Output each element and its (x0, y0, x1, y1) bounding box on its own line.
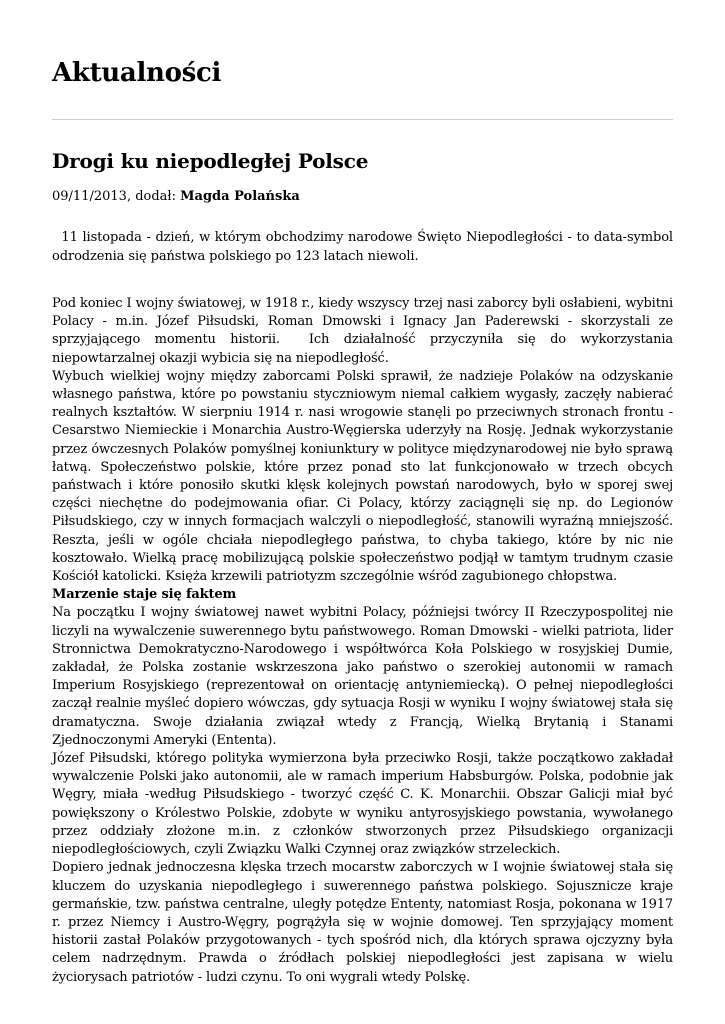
article-title: Drogi ku niepodległej Polsce (52, 149, 369, 173)
paragraph: Na początku I wojny światowej nawet wybitni Polacy, późniejsi twórcy II Rzeczypospolitej nie liczyli na wywalczenie suwerennego bytu państwowego. Roman Dmowski - wielki patriota, lider Stronnictwa Demokratyczno-Narodowego i współtwórca Koła Polskiego w rosyjskiej Dumie, zakładał, że Polska zostanie wskrzeszona jako państwo o szerokiej autonomii w ramach Imperium Rosyjskiego (reprezentował on orientację antyniemiecką). O pełnej niepodległości zaczął realnie myśleć dopiero wówczas, gdy sytuacja Rosji w wyniku I wojny światowej stała się dramatyczna. Swoje działania związał wtedy z Francją, Wielką Brytanią i Stanami Zjednoczonymi Ameryki (Ententa). (52, 605, 673, 748)
added-by-label: , dodał: (126, 189, 181, 204)
article-date: 09/11/2013 (52, 189, 127, 204)
article-meta (52, 187, 300, 207)
paragraph: Wybuch wielkiej wojny między zaborcami Polski sprawił, że nadzieje Polaków na odzyskanie własnego państwa, które po powstaniu styczniowym niemal całkiem wygasły, zaczęły nabierać realnych kształtów. W sierpniu 1914 r. nasi wrogowie stanęli po przeciwnych stronach frontu - Cesarstwo Niemieckie i Monarchia Austro-Węgierska uderzyły na Rosję. Jednak wykorzystanie przez ówczesnych Polaków pomyślnej koniunktury w polityce międzynarodowej nie było sprawą łatwą. Społeczeństwo polskie, które przez ponad sto lat funkcjonowało w trzech obcych państwach i które ponosiło skutki klęsk kolejnych powstań narodowych, było w sporej swej części niechętne do podejmowania ofiar. Ci Polacy, którzy zaciągnęli się np. do Legionów Piłsudskiego, czy w innych formacjach walczyli o niepodległość, stanowili wyraźną mniejszość. Reszta, jeśli w ogóle chciała niepodległego państwa, to chyba takiego, które by nic nie kosztowało. Wielką pracę mobilizującą polskie społeczeństwo podjął w tamtym trudnym czasie Kościół katolicki. Księża krzewili patriotyzm szczególnie wśród zagubionego chłopstwa. (52, 368, 673, 585)
section-subheading: Marzenie staje się faktem (52, 587, 237, 603)
site-title: Aktualności (52, 58, 222, 88)
divider (52, 119, 673, 120)
article-author: Magda Polańska (180, 189, 300, 204)
article-body (52, 295, 673, 987)
article-lead: 11 listopada - dzień, w którym obchodzimy narodowe Święto Niepodległości - to data-symbol odrodzenia się państwa polskiego po 123 latach niewoli. (52, 230, 673, 264)
paragraph: Dopiero jednak jednoczesna klęska trzech mocarstw zaborczych w I wojnie światowej stała się kluczem do uzyskania niepodległego i suwerennego państwa polskiego. Sojusznicze kraje germańskie, tzw. państwa centralne, uległy potędze Ententy, natomiast Rosja, pokonana w 1917 r. przez Niemcy i Austro-Węgry, pogrążyła się w wojnie domowej. Ten sprzyjający moment historii zastał Polaków przygotowanych - tych spośród nich, dla których sprawa ojczyzny była celem nadrzędnym. Prawda o źródłach polskiej niepodległości jest zapisana w wielu życiorysach patriotów - ludzi czynu. To oni wygrali wtedy Polskę. (52, 860, 673, 985)
paragraph: Józef Piłsudski, którego polityka wymierzona była przeciwko Rosji, także początkowo zakładał wywalczenie Polski jako autonomii, ale w ramach imperium Habsburgów. Polska, podobnie jak Węgry, miała -według Piłsudskiego - tworzyć część C. K. Monarchii. Obszar Galicji miał być powiększony o Królestwo Polskie, zdobyte w wyniku antyrosyjskiego powstania, wywołanego przez oddziały złożone m.in. z członków stworzonych przez Piłsudskiego organizacji niepodległościowych, czyli Związku Walki Czynnej oraz związków strzeleckich. (52, 751, 673, 858)
paragraph: Pod koniec I wojny światowej, w 1918 r., kiedy wszyscy trzej nasi zaborcy byli osłabieni, wybitni Polacy - m.in. Józef Piłsudski, Roman Dmowski i Ignacy Jan Paderewski - skorzystali ze sprzyjającego momentu historii. Ich działalność przyczyniła się do wykorzystania niepowtarzalnej okazji wybicia się na niepodległość. (52, 296, 673, 366)
